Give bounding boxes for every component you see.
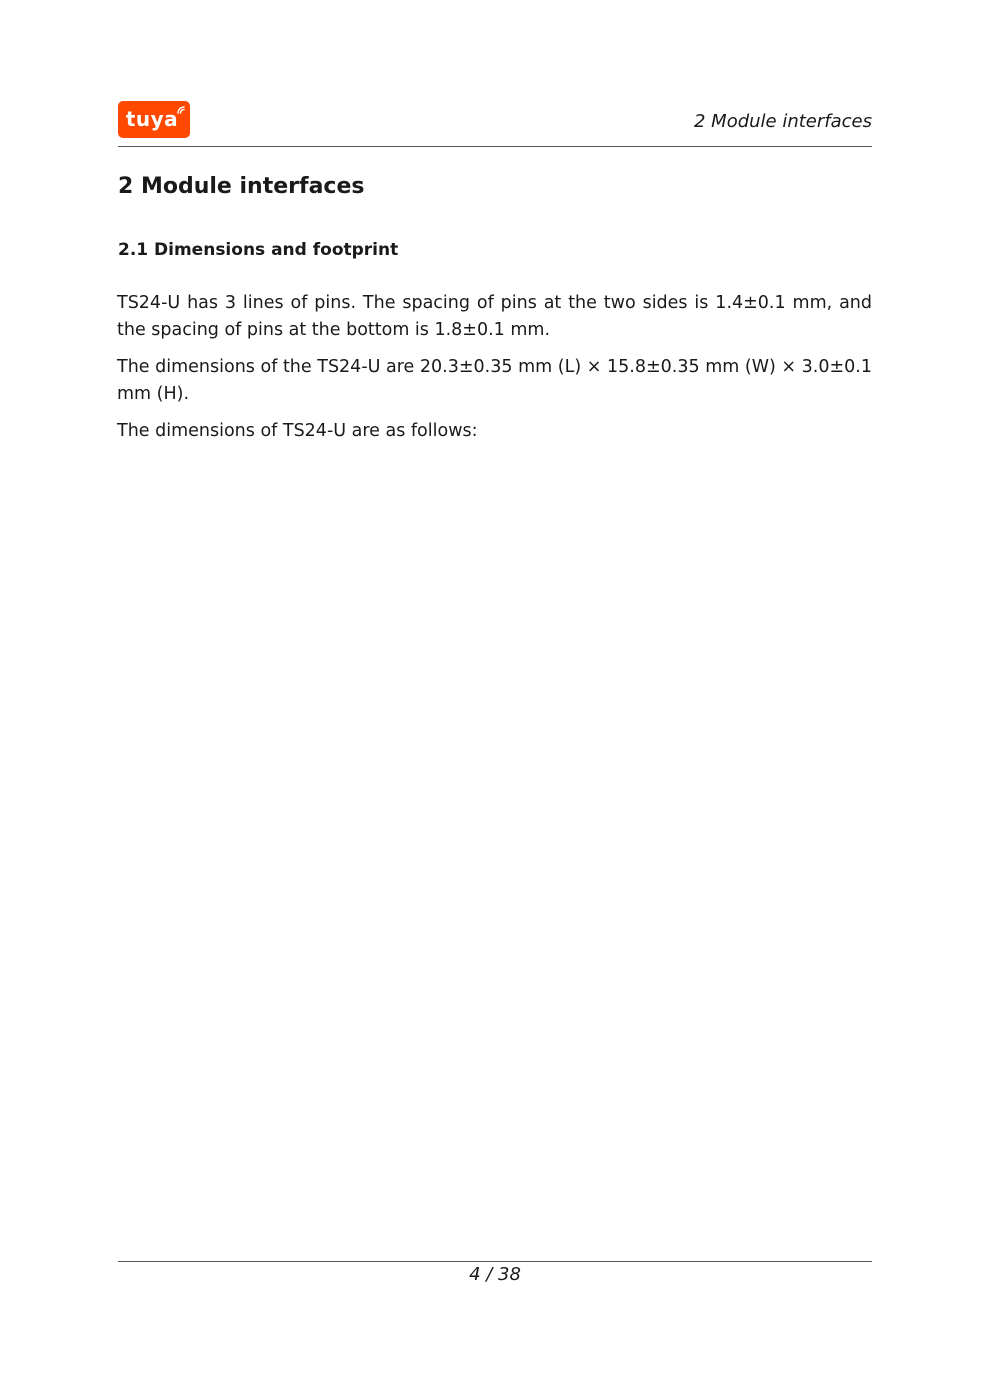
section-title: 2 Module interfaces — [118, 174, 365, 199]
page-header — [118, 100, 872, 147]
paragraph-dimensions-intro: The dimensions of TS24-U are as follows: — [117, 421, 478, 441]
paragraph-pin-spacing: TS24-U has 3 lines of pins. The spacing of pins at the two sides is 1.4±0.1 mm, and the spacing of pins at the bottom is 1.8±0.1 mm. — [117, 293, 872, 340]
logo-text: tuya — [125, 106, 179, 131]
subsection-title: 2.1 Dimensions and footprint — [118, 240, 399, 260]
page-number: 4 / 38 — [469, 1264, 521, 1285]
signal-icon — [176, 105, 186, 115]
running-header-title: 2 Module interfaces — [693, 111, 872, 132]
paragraph-dimensions: The dimensions of the TS24-U are 20.3±0.35 mm (L) × 15.8±0.35 mm (W) × 3.0±0.1 mm (H). — [117, 357, 872, 404]
page-footer — [118, 1261, 872, 1285]
tuya-logo — [118, 101, 190, 138]
